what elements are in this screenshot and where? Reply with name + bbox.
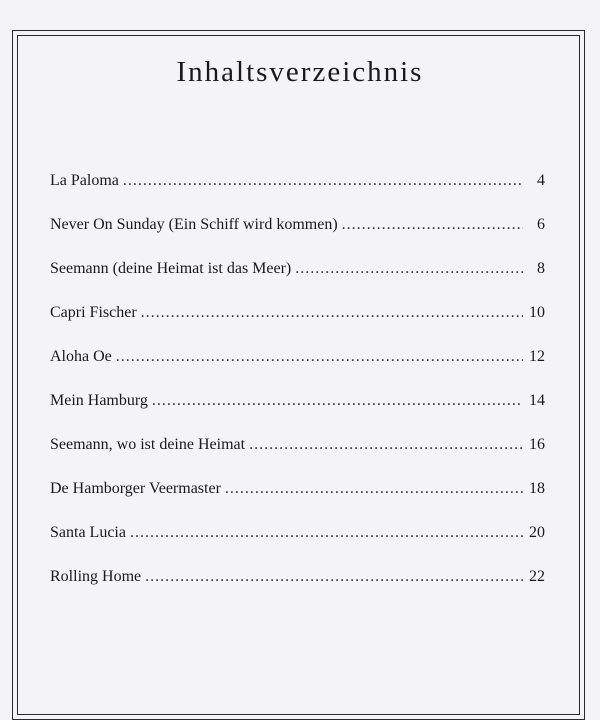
toc-entry	[50, 392, 545, 436]
toc-entry-page: 6	[537, 216, 545, 233]
toc-entry-title: Mein Hamburg	[50, 392, 148, 409]
dot-leader	[295, 260, 523, 278]
toc-entry-page: 8	[537, 260, 545, 277]
dot-leader	[141, 304, 523, 322]
page-title: Inhaltsverzeichnis	[176, 56, 424, 88]
toc-entry	[50, 260, 545, 304]
toc-entry-title: Aloha Oe	[50, 348, 112, 365]
toc-entry-page: 14	[529, 392, 545, 409]
dot-leader	[249, 436, 523, 454]
toc-entry	[50, 216, 545, 260]
toc-entry-page: 20	[529, 524, 545, 541]
dot-leader	[145, 568, 523, 586]
toc-entry-page: 16	[529, 436, 545, 453]
dot-leader	[342, 216, 523, 234]
toc-entry-title: Rolling Home	[50, 568, 142, 585]
toc-entry-title: Never On Sunday (Ein Schiff wird kommen)	[50, 216, 338, 233]
toc-entry-page: 4	[537, 172, 545, 189]
toc-entry-title: Seemann, wo ist deine Heimat	[50, 436, 246, 453]
toc-entry	[50, 436, 545, 480]
toc-entry-title: Santa Lucia	[50, 524, 126, 541]
toc-entry-title: Seemann (deine Heimat ist das Meer)	[50, 260, 292, 277]
toc-entry	[50, 348, 545, 392]
dot-leader	[130, 524, 523, 542]
toc-entry-title: Capri Fischer	[50, 304, 137, 321]
toc-entry-title: De Hamborger Veermaster	[50, 480, 221, 497]
toc-entry-page: 12	[529, 348, 545, 365]
toc-entry	[50, 304, 545, 348]
dot-leader	[116, 348, 523, 366]
toc-entry	[50, 480, 545, 524]
table-of-contents	[50, 172, 545, 612]
dot-leader	[225, 480, 523, 498]
toc-entry	[50, 172, 545, 216]
toc-entry	[50, 568, 545, 612]
dot-leader	[152, 392, 523, 410]
dot-leader	[123, 172, 523, 190]
toc-entry-page: 18	[529, 480, 545, 497]
toc-entry-page: 22	[529, 568, 545, 585]
toc-entry-page: 10	[529, 304, 545, 321]
toc-entry-title: La Paloma	[50, 172, 119, 189]
toc-entry	[50, 524, 545, 568]
